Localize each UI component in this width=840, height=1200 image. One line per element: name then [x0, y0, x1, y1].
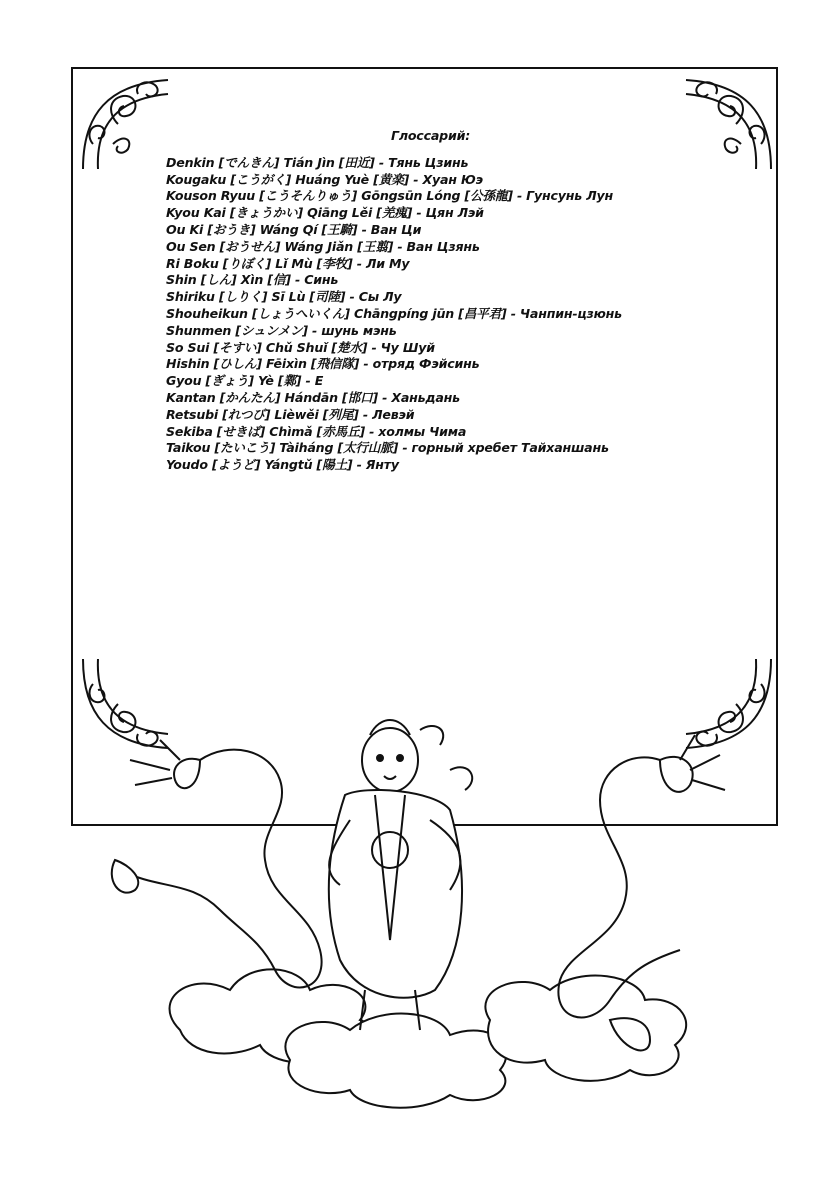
- cloud-right-icon: [485, 976, 686, 1081]
- glossary-title: Глоссарий:: [391, 128, 471, 143]
- boy-riding-dragon-illustration-icon: [90, 700, 740, 1120]
- glossary-entry: Kougaku [こうがく] Huáng Yuè [黄楽] - Хуан Юэ: [166, 171, 483, 187]
- glossary-entry: Ri Boku [りぼく] Lǐ Mù [李牧] - Ли Му: [166, 255, 410, 271]
- glossary-entry: Youdo [ようど] Yángtǔ [陽土] - Янту: [166, 457, 399, 473]
- glossary-entry: Denkin [でんきん] Tián Jìn [田近] - Тянь Цзинь: [166, 154, 469, 170]
- cloud-center-icon: [285, 1014, 506, 1108]
- glossary-entry: Gyou [ぎょう] Yè [鄴] - Е: [166, 373, 324, 389]
- glossary-entry: Shiriku [しりく] Sī Lù [司陸] - Сы Лу: [166, 289, 402, 305]
- boy-head-icon: [362, 728, 418, 792]
- glossary-entry: Shouheikun [しょうへいくん] Chāngpíng jūn [昌平君] - Чанпин-цзюнь: [166, 305, 622, 321]
- glossary-entry: Sekiba [せきば] Chìmǎ [赤馬丘] - холмы Чима: [166, 423, 467, 439]
- glossary-entry: So Sui [そすい] Chǔ Shuǐ [楚水] - Чу Шуй: [166, 339, 435, 355]
- glossary-entry: Kouson Ryuu [こうそんりゅう] Gōngsūn Lóng [公孫龍] - Гунсунь Лун: [166, 188, 613, 204]
- left-dragon-icon: [120, 750, 322, 988]
- glossary-entry: Hishin [ひしん] Fēixìn [飛信隊] - отряд Фэйсинь: [166, 356, 480, 372]
- glossary-entry: Shin [しん] Xìn [信] - Синь: [166, 272, 339, 288]
- glossary-entry: Ou Sen [おうせん] Wáng Jiǎn [王翦] - Ван Цзянь: [166, 238, 480, 254]
- glossary-entry: Retsubi [れつび] Lièwěi [列尾] - Левэй: [166, 406, 415, 422]
- glossary-entry: Shunmen [シュンメン] - шунь мэнь: [166, 322, 397, 338]
- glossary-entry: Kantan [かんたん] Hándān [邯口] - Ханьдань: [166, 389, 460, 405]
- glossary-entry: Ou Ki [おうき] Wáng Qí [王騎] - Ван Ци: [166, 221, 422, 237]
- glossary-entry: Kyou Kai [きょうかい] Qiāng Lěi [羌瘣] - Цян Лэй: [166, 205, 484, 221]
- glossary: [166, 128, 726, 474]
- glossary-entry: Taikou [たいこう] Tàiháng [太行山脈] - горный хребет Тайханшань: [166, 440, 609, 456]
